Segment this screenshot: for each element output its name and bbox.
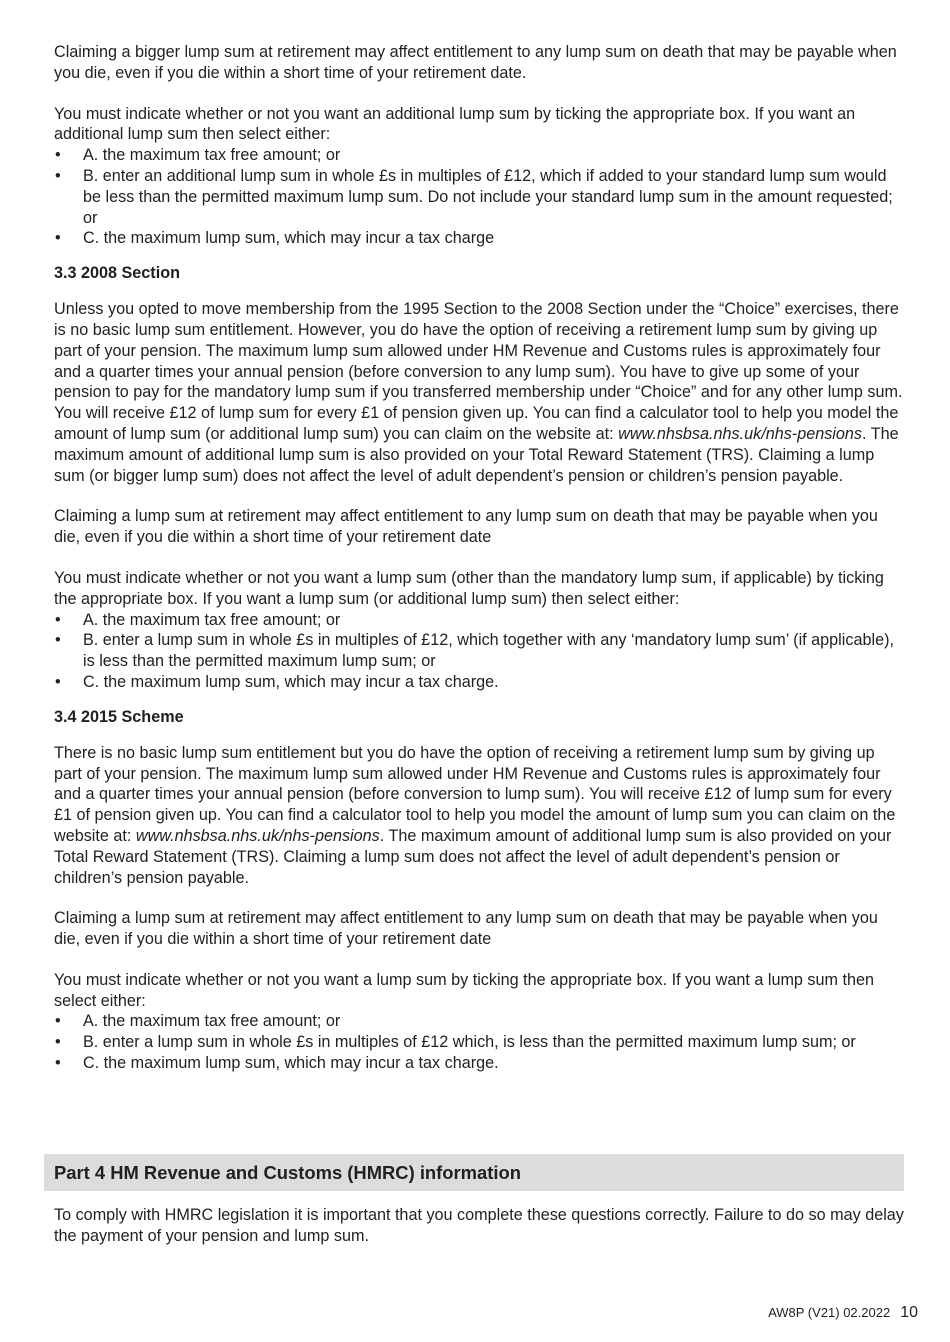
- section-3-3-paragraph-1: [54, 299, 904, 486]
- list-item: • C. the maximum lump sum, which may incur a tax charge.: [54, 672, 904, 693]
- section-3-4-paragraph-2: Claiming a lump sum at retirement may affect entitlement to any lump sum on death that may be payable when you die, even if you die within a short time of your retirement date: [54, 909, 878, 949]
- list-item: • A. the maximum tax free amount; or: [54, 610, 904, 631]
- intro-paragraph-2: You must indicate whether or not you want an additional lump sum by ticking the appropriate box. If you want an additional lump sum then select either:: [54, 104, 856, 144]
- list-item: • B. enter an additional lump sum in whole £s in multiples of £12, which if added to your standard lump sum would be less than the permitted maximum lump sum. Do not include your standard lump sum in the amount requested; or: [54, 166, 904, 228]
- website-link[interactable]: www.nhsbsa.nhs.uk/nhs-pensions: [135, 826, 380, 845]
- section-3-4-paragraph-1: [54, 743, 904, 889]
- text-span: . The maximum amount of additional lump sum is also provided on your Total Reward Statement (TRS). Claiming a lump sum (or bigger lump sum) does not affect the level of adult dependent’s pension or children’s pension payable.: [54, 424, 899, 485]
- section-heading-3-3: 3.3 2008 Section: [54, 264, 180, 283]
- section-heading-3-4: 3.4 2015 Scheme: [54, 707, 184, 726]
- list-item: • B. enter a lump sum in whole £s in multiples of £12, which together with any ‘mandatory lump sum’ (if applicable), is less than the permitted maximum lump sum; or: [54, 630, 904, 672]
- list-item: • C. the maximum lump sum, which may incur a tax charge.: [54, 1053, 904, 1074]
- part-4-heading-band: [44, 1154, 904, 1191]
- document-body: [54, 42, 904, 1074]
- list-item: • A. the maximum tax free amount; or: [54, 1011, 904, 1032]
- section-3-4-options-list: [54, 1011, 904, 1073]
- text-span: Unless you opted to move membership from the 1995 Section to the 2008 Section under the “Choice” exercises, there is no basic lump sum entitlement. However, you do have the option of receiving a retirement lump sum by giving up part of your pension. The maximum lump sum allowed under HM Revenue and Customs rules is approximately four and a quarter times your annual pension (before conversion to any lump sum). You have to give up some of your pension to pay for the mandatory lump sum if you transferred membership under “Choice” and for any other lump sum. You will receive £12 of lump sum for every £1 of pension given up. You can find a calculator tool to help you model the amount of lump sum (or additional lump sum) you can claim on the website at:: [54, 300, 903, 443]
- section-3-4-paragraph-3: You must indicate whether or not you want a lump sum by ticking the appropriate box. If you want a lump sum then select either:: [54, 970, 875, 1010]
- part-4-heading: Part 4 HM Revenue and Customs (HMRC) information: [54, 1162, 521, 1183]
- list-item: • B. enter a lump sum in whole £s in multiples of £12 which, is less than the permitted maximum lump sum; or: [54, 1032, 904, 1053]
- page-number: 10: [900, 1304, 918, 1321]
- intro-paragraph-1: Claiming a bigger lump sum at retirement may affect entitlement to any lump sum on death that may be payable when you die, even if you die within a short time of your retirement date.: [54, 43, 897, 82]
- section-3-3-paragraph-3: You must indicate whether or not you want a lump sum (other than the mandatory lump sum, if applicable) by ticking the appropriate box. If you want a lump sum (or additional lump sum) then select either:: [54, 568, 884, 608]
- list-item: • A. the maximum tax free amount; or: [54, 145, 904, 166]
- form-reference: AW8P (V21) 02.2022: [768, 1305, 891, 1320]
- part-4-paragraph-1: To comply with HMRC legislation it is important that you complete these questions correctly. Failure to do so may delay the payment of your pension and lump sum.: [54, 1206, 904, 1245]
- text-span: There is no basic lump sum entitlement but you do have the option of receiving a retirement lump sum by giving up part of your pension. The maximum lump sum allowed under HM Revenue and Customs rules is approximately four and a quarter times your annual pension (before conversion to lump sum). You will receive £12 of lump sum for every £1 of pension given up. You can find a calculator tool to help you model the amount of lump sum you can claim on the website at:: [54, 743, 896, 845]
- intro-options-list: [54, 145, 904, 249]
- website-link[interactable]: www.nhsbsa.nhs.uk/nhs-pensions: [618, 424, 862, 443]
- section-3-3-options-list: [54, 610, 904, 693]
- list-item: • C. the maximum lump sum, which may incur a tax charge: [54, 228, 904, 249]
- section-3-3-paragraph-2: Claiming a lump sum at retirement may affect entitlement to any lump sum on death that may be payable when you die, even if you die within a short time of your retirement date: [54, 507, 878, 547]
- text-span: . The maximum amount of additional lump sum is also provided on your Total Reward Statement (TRS). Claiming a lump sum does not affect the level of adult dependent’s pension or children’s pension payable.: [54, 826, 892, 887]
- page-footer: [768, 1303, 918, 1323]
- part-4-body: [54, 1205, 904, 1247]
